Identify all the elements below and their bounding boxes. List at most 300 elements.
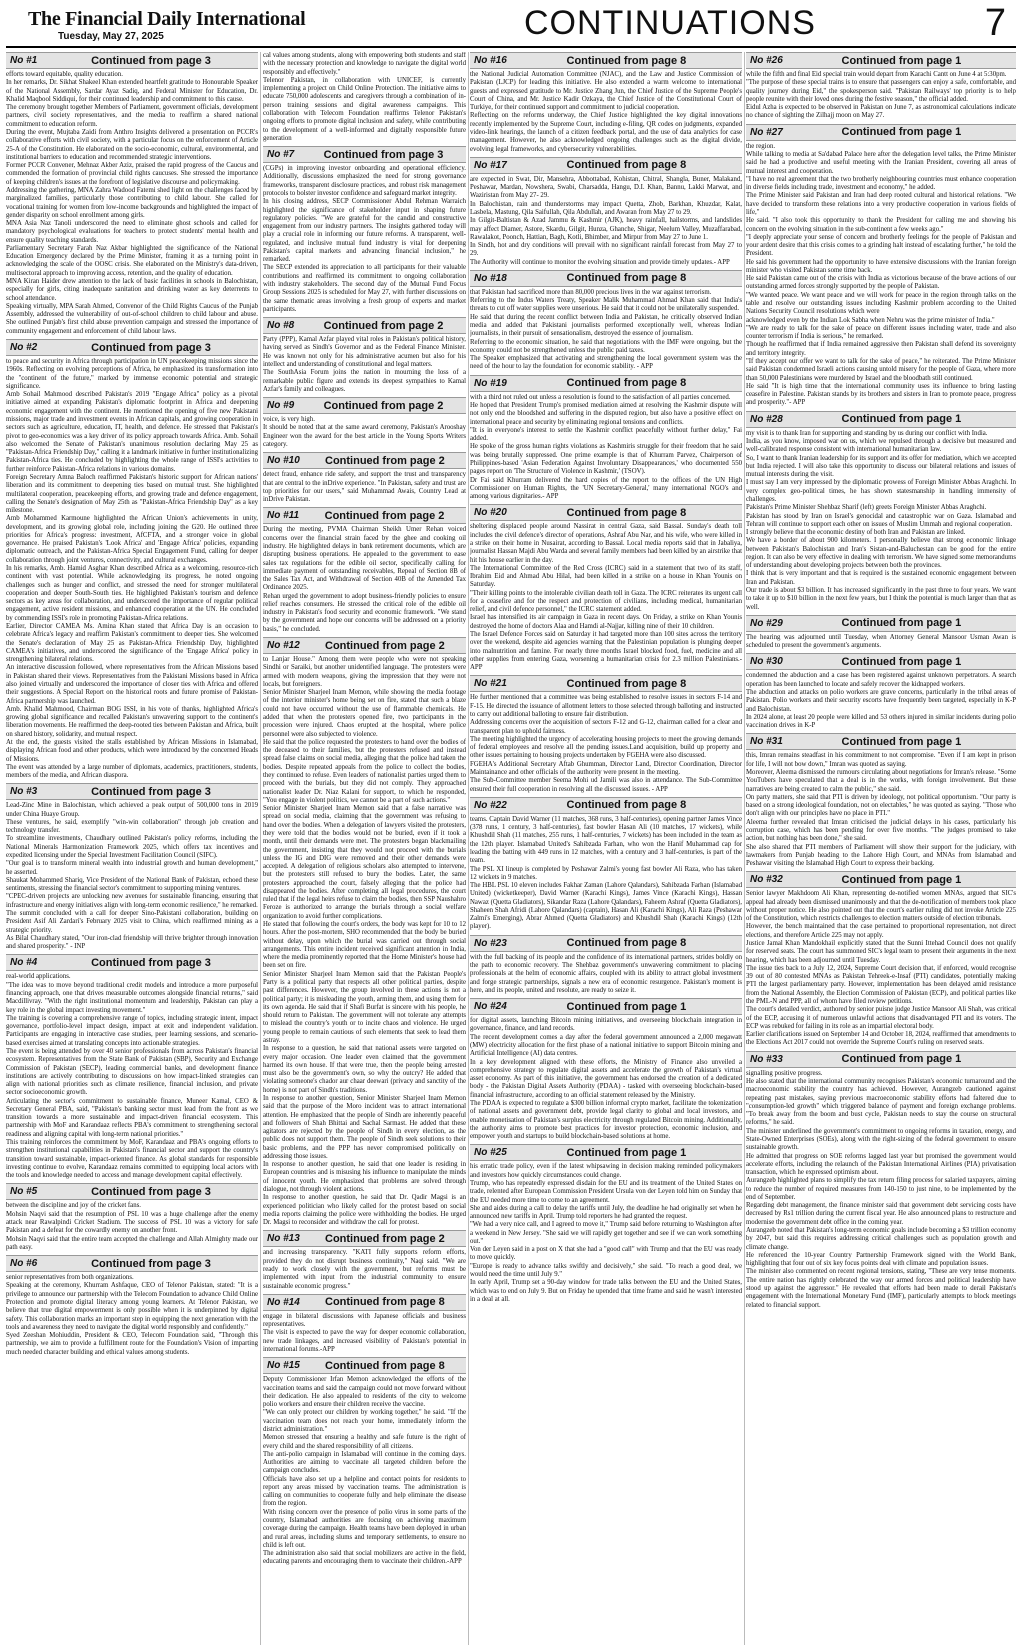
story-number: No #29 xyxy=(750,617,783,629)
paragraph: senior representatives from both organizations. xyxy=(6,1274,134,1282)
paragraph: Referring to the Indus Waters Treaty, Speaker Malik Muhammad Ahmad Khan said that India's threats to cut off water supplies were unserious. He said that it could not be unilaterally suspended. xyxy=(470,297,742,313)
story-text xyxy=(470,289,742,372)
paragraph: I think that is very important and that is required is the sustained economic engagement between Iran and Pakistan. xyxy=(746,570,1016,586)
paragraph: He said Pakistan came out of the crisis with India as victorious because of the brave actions of our outstanding armed forces strongly supported by the people of Pakistan. xyxy=(746,275,1016,291)
story-header xyxy=(746,733,1016,750)
paragraph: These ventures, he said, exemplify "win-win collaboration" through job creation and technology transfer. xyxy=(6,818,258,835)
paragraph: Pakistan's Prime Minister Shehbaz Sharif (left) greets Foreign Minister Abbas Araghchi. xyxy=(746,504,987,512)
continued-label: Continued from page 2 xyxy=(325,454,445,467)
paragraph: his erratic trade policy, even if the latest whipsawing in decision making reminded policymakers and investors how quickly circumstances could change. xyxy=(470,1163,742,1179)
story xyxy=(746,411,1016,612)
story xyxy=(470,504,742,672)
paragraph: With rising concern over the presence of polio virus in some parts of the country, Islamabad authorities are focusing on achieving maximum coverage during the campaign. Health teams have been deployed in urban and rural areas, including slums and temporary settlements, to ensure no child is left out. xyxy=(263,1508,466,1549)
paragraph: "The purpose of these special trains is to ensure that passengers can enjoy a safe, comfortable, and quality journey during Eid," the spokesperson said. "Pakistan Railways' top priority is to help people reunite with their loved ones during the festive season," the official added. xyxy=(746,79,1016,103)
story-number: No #33 xyxy=(750,1053,783,1065)
story-text xyxy=(746,634,1016,651)
story-header xyxy=(470,157,742,174)
story-text xyxy=(746,430,1016,612)
story xyxy=(470,52,742,154)
story-header xyxy=(470,675,742,692)
continued-label: Continued from page 8 xyxy=(566,159,687,172)
story-header xyxy=(6,1255,258,1272)
story-header xyxy=(263,317,466,334)
story-header xyxy=(746,52,1016,69)
paragraph: He also stated that the international community recognises Pakistan's economic turnaround and the macroeconomic stability the country has achieved. However, Aurangzeb cautioned against repeating past mistakes, saying previous macroeconomic stability efforts had faltered due to "consumption-led growth" which triggered balance of payment and foreign exchange problems. "To break away from the boom and bust cycle, Pakistan needs to stay the course on structural reforms," he said. xyxy=(746,1077,1016,1127)
story-number: No #2 xyxy=(10,342,38,353)
story-text xyxy=(6,802,258,951)
story-header xyxy=(746,411,1016,428)
paragraph: Rehan urged the government to adopt business-friendly policies to ensure relief reaches consumers. He stressed the critical role of the edible oil industry in Pakistan's food security and economic framework. "We stand by the government and hope our concerns will be addressed on a priority basis," he concluded. xyxy=(263,592,466,633)
story-header xyxy=(470,1144,742,1161)
paragraph: Telenor Pakistan, in collaboration with UNICEF, is currently implementing a project on Child Online Protection. The initiative aims to educate 750,000 adolescents and caregivers through a combination of in-person training sessions and digital awareness campaigns. This collaboration with Telecom Foundation reaffirms Telenor Pakistan's ongoing efforts to promote digital inclusion and safety, while contributing to the development of a well-informed and digitally responsible future generation xyxy=(263,76,466,142)
story xyxy=(6,52,258,336)
story-text xyxy=(263,1313,466,1354)
story xyxy=(263,1294,466,1354)
paragraph: He further mentioned that a committee was being established to resolve issues in sectors F-14 and F-15. He directed the issuance of allotment letters to those selected through balloting and instructed to carry out additional balloting to ensure fair distribution. xyxy=(470,694,742,718)
story xyxy=(6,339,258,780)
paragraph: Israel has intensified its air campaign in Gaza in recent days. On Friday, a strike on Khan Younis destroyed the home of doctors Alaa and Hamdi al-Najjar, killing nine of their 10 children. xyxy=(470,614,742,630)
paragraph: "CPEC-driven projects are unlocking new avenues for sustainable financing, ensuring that infrastructure and energy initiatives align with long-term economic resilience," he remarked. xyxy=(6,893,258,909)
paragraph: and increasing transparency. "KATI fully supports reform efforts, provided they do not disrupt business continuity," Naqi said. "We are ready to work closely with the government, but reforms must be implemented with input from the industrial community to ensure sustainable economic progress." xyxy=(263,1249,466,1290)
paragraph: cal values among students, along with empowering both students and staff with the necessary protection and knowledge to navigate the digital world responsibly and effectively." xyxy=(263,52,466,76)
paragraph: The visit is expected to pave the way for deeper economic collaboration, new trade linkages, and increased visibility of Pakistan's potential in international forums.-APP xyxy=(263,1329,466,1353)
story xyxy=(263,397,466,449)
paragraph: However, the bench maintained that the case pertained to proportional representation, not direct elections, and therefore Article 225 may not apply. xyxy=(746,923,1016,939)
paragraph: real-world applications. xyxy=(6,973,71,981)
story xyxy=(470,1144,742,1304)
column-1 xyxy=(6,52,258,1645)
story-text xyxy=(263,526,466,634)
paragraph: The SECP extended its appreciation to all participants for their valuable contributions and reaffirmed its commitment to ongoing collaboration with industry stakeholders. The second day of the Mutual Fund Focus Group Sessions 2025 is scheduled for May 27, with further discussions on the same thematic areas involving a fresh group of experts and market participants. xyxy=(263,264,466,313)
paragraph: "Their killing points to the intolerable civilian death toll in Gaza. The ICRC reiterates its urgent call for a ceasefire and for the respect and protection of civilians, including medical, humanitarian relief, and civil defence personnel," the ICRC statement added. xyxy=(470,589,742,614)
story-header xyxy=(470,270,742,287)
story-header xyxy=(6,1183,258,1200)
story-header xyxy=(263,452,466,469)
paragraph: The issue ties back to a July 12, 2024, Supreme Court decision that, if enforced, would recognise 39 out of 80 contested MNAs as Pakistan Tehreek-e-Insaf (PTI) candidates, potentially making PTI the largest parliamentary party. However, implementation has been delayed amid resistance from the National Assembly, the Election Commission of Pakistan (ECP), and political parties like the PML-N and PPP, all of whom have filed review petitions. xyxy=(746,964,1016,1005)
continued-label: Continued from page 2 xyxy=(325,639,445,652)
paragraph: "We can only protect our children by working together," he said. "If the vaccination team does not reach your home, immediately inform the district administration." xyxy=(263,1409,466,1433)
paragraph: The hearing was adjourned until Tuesday, when Attorney General Mansoor Usman Awan is scheduled to present the government's arguments. xyxy=(746,633,1016,650)
paragraph: He spoke of the gross human rights violations as Kashmiris struggle for their freedom that he said was being brutally suppressed. One prime example is that of Khurram Parvez, Chairperson of Philippines-based 'Asian Federation Against Involuntary Disappearances,' who documented 550 pages report on 'The Structure of Violence in Kashmir,' (TSOV). xyxy=(470,443,742,476)
paragraph: to peace and security in Africa through participation in UN peacekeeping missions since the 1960s. Reflecting on evolving perceptions of Africa, he emphasized its transformation into the "continent of the future," marked by immense economic potential and strategic significance. xyxy=(6,358,258,390)
paragraph: Referring to the economic situation, he said that negotiations with the IMF were ongoing, but the economy could not be strengthened unless the public paid taxes. xyxy=(470,338,742,354)
story-header xyxy=(746,615,1016,632)
paragraph: The event is being attended by over 40 senior professionals from across Pakistan's financial ecosystem. Representatives from the State Bank of Pakistan (SBP), Security and Exchange Commission of Pakistan (SECP), leading commercial banks, and development finance institutions are actively contributing to discussions on how impact-linked strategies can align with national priorities such as climate resilience, financial inclusion, and private sector socioeconomic growth. xyxy=(6,1047,258,1097)
story xyxy=(6,1183,258,1252)
story-header xyxy=(470,504,742,521)
paragraph: for digital assets, launching Bitcoin mining initiatives, and overseeing blockchain integration in governance, finance, and land records. xyxy=(470,1017,742,1033)
story-number: No #12 xyxy=(267,640,300,652)
paragraph: To streamline investments, Chaudhary outlined Pakistan's policy reforms, including the National Minerals Harmonization Framework 2025, which offers tax incentives and expedited licensing under the Special Investment Facilitation Council (SIFC). xyxy=(6,835,258,860)
paragraph: "The idea was to move beyond traditional credit models and introduce a more purposeful financing approach, one that drives measurable outcomes alongside financial returns," said Macdillivray. "With the right institutional momentum and leadership, Pakistan can play a key role in the global impact investing movement." xyxy=(6,981,258,1014)
story-number: No #26 xyxy=(750,55,783,66)
paragraph: The administration also said that social mobilizers are active in the field, educating parents and encouraging them to vaccinate their children.-APP xyxy=(263,1550,466,1566)
story-number: No #22 xyxy=(474,799,507,811)
paragraph: He said that during the recent conflict between India and Pakistan, he critically observed Indian media and added that Pakistani journalists performed exceptionally well, whereas Indian journalists, in their pursuit of sensationalism, destroyed the essence of journalism. xyxy=(470,313,742,338)
paragraph: In his closing address, SECP Commissioner Abdul Rehman Warraich highlighted the significance of stakeholder input in shaping future regulatory policies. "We are grateful for the candid and constructive engagement from our industry partners. The insights gathered today will play a crucial role in informing our future reforms. A transparent, well-regulated, and inclusive mutual fund industry is vital for deepening Pakistan's capital markets and advancing financial inclusion," he remarked. xyxy=(263,198,466,264)
paragraph: He said his government had the opportunity to have extensive discussions with the Iranian foreign minister who visited Pakistan some time back. xyxy=(746,258,1016,274)
paragraph: He said that the police requested the protesters to hand over the bodies of the deceased to their families, but the protesters refused and instead spread false claims on social media, alleging that the police had taken the bodies. Despite repeated appeals from the police to collect the bodies, they continued to refuse. Even leaders of nationalist parties urged them to proceed with the burials, but they did not comply. They approached nationalist leader Dr. Niaz Kalani for support, to which he responded, "You engage in violent politics, we cannot be a part of such actions." xyxy=(263,738,466,804)
story-text xyxy=(470,954,742,995)
paragraph: Our trade is about $3 billion. It has increased significantly in the past three to four years. We want to take it up to $10 billion in the next few years, but I think the potential is much larger than that as well. xyxy=(746,587,1016,611)
story-text xyxy=(263,52,466,143)
story-header xyxy=(263,1357,466,1374)
story-text xyxy=(470,1017,742,1141)
story-number: No #30 xyxy=(750,656,783,668)
story-text xyxy=(263,471,466,504)
story-number: No #20 xyxy=(474,507,507,519)
paragraph: Lead-Zinc Mine in Balochistan, which achieved a peak output of 500,000 tons in 2019 under China Huaye Group. xyxy=(6,802,258,818)
continued-label: Continued from page 8 xyxy=(566,937,687,950)
paragraph: Earlier, Director CAMEA Ms. Amina Khan stated that Africa Day is an occasion to celebrate Africa's legacy and reaffirm Pakistan's commitment to deeper ties. She welcomed the Senate's declaration of May 25 as Pakistan-Africa Friendship Day, highlighted CAMEA's initiatives, and underscored the significance of the 'Engage Africa' policy in strengthening bilateral relations. xyxy=(6,623,258,664)
story-number: No #24 xyxy=(474,1001,507,1013)
paragraph: Dr Fai said Khurram delivered the hard copies of the report to the offices of the UN High Commissioner on Human Rights, the 'UN Secretary-General,' many international NGO's and among various dignitaries.- APP xyxy=(470,476,742,501)
story xyxy=(263,637,466,1227)
story-header xyxy=(6,52,258,69)
column-divider xyxy=(260,52,261,1645)
paragraph: The Sub-Committee member Seema Mohi ud Jamili was also in attendance. The Sub-Committee ensured their full cooperation in resolving all the discussed issues. - APP xyxy=(470,777,742,793)
story-number: No #3 xyxy=(10,786,38,798)
continued-label: Continued from page 3 xyxy=(91,341,211,354)
paragraph: Senior lawyer Makhdoom Ali Khan, representing de-notified women MNAs, argued that SIC's appeal had already been dismissed unanimously and that the de-notification of members took place without proper notice. He also pointed out that the court's earlier ruling did not invoke Article 225 of the Constitution, which restricts challenges to election matters outside of election tribunals. xyxy=(746,890,1016,923)
continued-label: Continued from page 3 xyxy=(91,1185,211,1198)
paragraph: The Israel Defence Forces said on Saturday it had targeted more than 100 sites across the territory over the weekend, despite aid agencies warning that the Palestinian population is plunging deeper into malnutrition and famine. For nearly three months Israel blocked food, fuel, medicine and all other supplies from entering Gaza, worsening a humanitarian crisis for 2.3 million Palestinians.- APP xyxy=(470,631,742,672)
paragraph: The Speaker emphasized that activating and strengthening the local government system was the need of the hour to lay the foundation for economic stability. - APP xyxy=(470,355,742,371)
story-text xyxy=(746,752,1016,868)
paragraph: Mohsin Naqvi said that the resumption of PSL 10 was a huge challenge after the enemy attack near Rawalpindi Cricket Stadium. The success of PSL 10 was a victory for safe Pakistan and a defeat for the cowardly enemy on another front. xyxy=(6,1210,258,1235)
paper-date: Tuesday, May 27, 2025 xyxy=(58,31,164,42)
story-text xyxy=(263,656,466,1227)
paragraph: MNA Asia Naz Tanoli underscored the need to eliminate ghost schools and called for mandatory psychological evaluations for teachers to protect students' mental health and ensure quality teaching standards. xyxy=(6,220,258,244)
paragraph: voice, is very high. xyxy=(263,416,315,424)
paragraph: The meeting highlighted the urgency of accelerating housing projects to meet the growing demands of federal employees and resolve all the pending issues.Land acquisition, build up property and other issues pertaining to housing projects undertaken by FGEHA were also discussed. xyxy=(470,735,742,760)
paragraph: that Pakistan had sacrificed more than 80,000 precious lives in the war against terrorism. xyxy=(470,288,712,296)
story-text xyxy=(470,176,742,267)
story xyxy=(746,653,1016,730)
paragraph: We have a border of about 900 kilometers. I personally believe that strong economic linkage between Pakistan's Balochistan and Iran's Sistan-and-Baluchestan can be good for the entire region. It can also be very effective in dealing with terrorism. We have signed some memorandums of understanding about developing projects between both the provinces. xyxy=(746,537,1016,570)
paragraph: I must say I am very impressed by the diplomatic prowess of Foreign Minister Abbas Araghchi. In very complex geo-political times, he has shown statesmanship in handling immensity of challenges. xyxy=(746,479,1016,503)
continued-label: Continued from page 3 xyxy=(91,1257,211,1270)
paragraph: In Sindh, hot and dry conditions will prevail with no significant rainfall forecast from May 27 to 29. xyxy=(470,242,742,258)
continued-label: Continued from page 8 xyxy=(566,506,687,519)
story-header xyxy=(470,375,742,392)
paragraph: while the fifth and final Eid special train would depart from Karachi Cantt on June 4 at 5:30pm. xyxy=(746,71,1007,78)
section-title: CONTINUATIONS xyxy=(524,4,816,42)
story xyxy=(6,1255,258,1357)
story-text xyxy=(263,1376,466,1566)
story-header xyxy=(746,871,1016,888)
story-text xyxy=(263,165,466,314)
paragraph: Though he reaffirmed that if India remained aggressive then Pakistan shall defend its sovereignty and territory integrity. xyxy=(746,341,1016,357)
story-number: No #5 xyxy=(10,1186,38,1198)
story-text xyxy=(470,694,742,793)
paragraph: Eidul Azha is expected to be observed in Pakistan on June 7, as astronomical calculations indicate no chance of sighting the Zilhajj moon on May 27. xyxy=(746,104,1016,120)
paragraph: Trump, who has repeatedly expressed disdain for the EU and its treatment of the United States on trade, relented after European Commission President Ursula von der Leyen told him on Sunday that the EU needed more time to come to an agreement. xyxy=(470,1179,742,1204)
story-text xyxy=(746,890,1016,1047)
story-text xyxy=(746,1070,1016,1310)
story-header xyxy=(263,1230,466,1247)
paragraph: FGEHA's Additional Secretary Aftab Ghumman, Director Land, Director Coordination, Director Maintainance and other officials of the authority were present in the meeting. xyxy=(470,760,742,776)
story-header xyxy=(263,507,466,524)
story-header xyxy=(6,783,258,800)
paragraph: India, as you know, imposed war on us, which we repulsed through a decisive but measured and well-calibrated response consistent with international humanitarian law. xyxy=(746,437,1016,454)
paragraph: Pakistan has stood by Iran on Israel's genocidal and catastrophic war on Gaza. Islamabad and Tehran will continue to support each other on issues of Muslim Ummah and regional cooperation. xyxy=(746,512,1016,528)
story xyxy=(263,146,466,314)
story xyxy=(263,1230,466,1290)
paragraph: At the end, the guests visited the stalls established by African Missions in Islamabad, displaying African food and other products, which were introduced by the concerned Heads of Missions. xyxy=(6,738,258,763)
paragraph: Parliamentary Secretary Farah Naz Akbar highlighted the significance of the National Education Emergency declared by the Prime Minister, framing it as a turning point in acknowledging the scale of the OOSC crisis. She elaborated on the Ministry's data-driven, multisectoral approach to improving access, retention, and the quality of education. xyxy=(6,244,258,277)
story-header xyxy=(6,954,258,971)
paragraph: Party (PPP), Kamal Azfar played vital roles in Pakistan's political history, having served as Sindh's Governor and as the Federal Finance Minister. He was known not only for his administrative acumen but also for his intellect and understanding of constitutional and legal matters. xyxy=(263,336,466,368)
story-number: No #21 xyxy=(474,678,507,690)
continued-label: Continued from page 8 xyxy=(325,1296,445,1309)
column-divider xyxy=(744,52,745,1645)
masthead-rule xyxy=(6,46,1016,48)
continued-label: Continued from page 8 xyxy=(325,1359,445,1372)
continued-label: Continued from page 8 xyxy=(566,677,687,690)
paragraph: Senior Minister Sharjeel Inam Memon said that a false narrative was spread on social media, claiming that the government was refusing to hand over the bodies. When a delegation of lawyers visited the protesters, they were told that the bodies would not be buried, even if it took a month, until their demands were met. The protesters began blackmailing the government, insisting that they would not proceed with the burials unless the IG and DIG were removed and their other demands were accepted. A delegation of religious scholars also attempted to intervene, but the protesters still refused to bury the bodies. Later, the same protesters approached the court, falsely alleging that the police had disappeared the bodies. After completing all legal procedures, the court ruled that if the legal heirs refuse to claim the bodies, then SSP Naushahro Feroze is authorized to arrange the burials through a social welfare organization to avoid further complications. xyxy=(263,805,466,920)
continued-label: Continued from page 1 xyxy=(841,1053,962,1066)
column-4 xyxy=(746,52,1016,1645)
continued-label: Continued from page 3 xyxy=(91,54,211,67)
paragraph: Speaking at the ceremony, Khurram Ashfaque, CEO of Telenor Pakistan, stated: "It is a privilege to announce our partnership with the Telecom Foundation to advance Child Online Protection and promote digital literacy among young learners. At Telenor Pakistan, we believe that true digital empowerment is only possible when it is underpinned by digital safety. This collaboration marks an important step in equipping the next generation with the tools and awareness they need to navigate the digital world responsibly and confidently." xyxy=(6,1282,258,1331)
paragraph: Foreign Secretary Amna Baloch reaffirmed Pakistan's historic support for African nations' liberation and its commitment to deepening ties based on mutual trust. She highlighted multilateral cooperation, peacekeeping efforts, and growing trade and defence engagement, calling the Senate's designation of May 25th as "Pakistan-Africa Friendship Day" as a key milestone. xyxy=(6,473,258,515)
story-number: No #17 xyxy=(474,159,507,171)
paragraph: Aurangzeb noted that Pakistan's long-term economic goals include becoming a $3 trillion economy by 2047, but said this requires addressing critical challenges such as population growth and climate change. xyxy=(746,1227,1016,1251)
story-number: No #9 xyxy=(267,400,295,412)
paragraph: "Europe is ready to advance talks swiftly and decisively," she said. "To reach a good deal, we would need the time until July 9." xyxy=(470,1262,742,1279)
paragraph: It should be noted that at the same award ceremony, Pakistan's Arooshay Engineer won the award for the best article in the Young Sports Writers category. xyxy=(263,424,466,448)
story-number: No #7 xyxy=(267,149,295,161)
continued-label: Continued from page 1 xyxy=(566,1146,687,1159)
paragraph: Memon stressed that ensuring a healthy and safe future is the right of every child and the shared responsibility of all citizens. xyxy=(263,1434,466,1450)
paragraph: She also shared that PTI members of Parliament will show their support for the judiciary, with lawmakers from Punjab heading to the Lahore High Court, and MNAs from Islamabad and Peshawar visiting the Islamabad High Court to express their backing. xyxy=(746,843,1016,868)
story-number: No #8 xyxy=(267,320,295,332)
paragraph: Amb. Khalid Mahmood, Chairman BOG ISSI, in his vote of thanks, highlighted Africa's growing global significance and recalled Pakistan's unwavering support to the continent's liberation movements. He reaffirmed the deep-rooted ties between Pakistan and Africa, built on shared history, solidarity, and mutual respect. xyxy=(6,705,258,738)
paragraph: An interactive discussion followed, where representatives from the African Missions based in Pakistan shared their views. Representatives from the Pakistani Missions based in Africa also joined virtually and underscored the importance of closer ties with Africa and offered their suggestions. A Special Report on the historical roots and future promise of Pakistan-Africa partnership was launched. xyxy=(6,664,258,705)
paragraph: Von der Leyen said in a post on X that she had a "good call" with Trump and that the EU was ready to move quickly. xyxy=(470,1246,742,1262)
story-text xyxy=(746,71,1016,121)
story-text xyxy=(6,1202,258,1252)
story xyxy=(6,954,258,1180)
paragraph: During the event, Mujtaba Zaidi from Anthro Insights delivered a presentation on PCCR's collaborative efforts with civil society, with a particular focus on the enforcement of Article 25-A of the Constitution. He elaborated on the socio-economic, cultural, environmental, and institutional barriers to education and recommended strategic interventions. xyxy=(6,128,258,161)
story-header xyxy=(6,339,258,356)
paragraph: Mohsin Naqvi said that the entire team accepted the challenge and Allah Almighty made our path easy. xyxy=(6,1235,258,1251)
paragraph: I strongly believe that the economic destiny of both Iran and Pakistan are linked. xyxy=(746,529,966,537)
story-header xyxy=(263,397,466,414)
paragraph: Addressing the gathering, MNA Zahra Wadood Fatemi shed light on the challenges faced by marginalized families, particularly those contributing to child labour. She called for vocational training for women from low-income backgrounds and highlighted the impact of gender disparity on school enrollment among girls. xyxy=(6,186,258,219)
story-text xyxy=(470,71,742,154)
paragraph: Earlier clarifications issued on September 14 and October 18, 2024, reaffirmed that amendments to the Elections Act 2017 could not override the Supreme Court's ruling on reserved seats. xyxy=(746,1031,1016,1047)
story-text xyxy=(263,416,466,449)
paragraph: In response to another question, Senior Minister Sharjeel Inam Memon said that the purpose of the Moro incident was to attract international attention. He emphasized that the people of Sindh are inherently peaceful and followers of Shah Bhittai and Sachal Sarmast. He added that these agitators are rejected by the people of Sindh in every election, as the public does not support them. The people of Sindh seek solutions to their basic problems, and the PPP has never compromised politically on addressing those issues. xyxy=(263,1094,466,1160)
story-number: No #23 xyxy=(474,937,507,949)
paragraph: Amb Sohail Mahmood described Pakistan's 2019 "Engage Africa" policy as a pivotal initiative aimed at expanding Pakistan's diplomatic footprint in Africa and deepening economic engagement with the continent. He mentioned the opening of five new Pakistani missions, major trade and investment events in African capitals, and growing cooperation in sectors such as agriculture, education, IT, health, and defence. He stressed that Pakistan's pivot to geo-economics was a key driver of its policy approach towards Africa. Amb. Sohail also welcomed the Senate of Pakistan's unanimous resolution declaring May 25 as "Pakistan-Africa Friendship Day," calling it a landmark initiative in further institutionalizing Pakistan-Africa ties. He concluded by highlighting the whole range of ISSI's activities to further reinforce Pakistan-Africa relations in various domains. xyxy=(6,391,258,473)
story xyxy=(746,1051,1016,1310)
continued-label: Continued from page 8 xyxy=(566,54,687,67)
paragraph: the National Judicial Automation Committee (NJAC), and the Law and Justice Commission of Pakistan (LJCP) for leading this initiative. He also extended a warm welcome to international guests and expressed gratitude to Mr. Justice Zhang Jun, the Chief Justice of the Supreme People's Court of China, and Mr. Justice Kadir Ozkaya, the Chief Justice of the Constitutional Court of Turkiye, for their continued support and commitment to judicial cooperation. xyxy=(470,71,742,112)
paragraph: Former PCCR Convener, Mehnaz Akber Aziz, praised the rapid progress of the Caucus and commended the formation of provincial child rights caucuses. She stressed the importance of keeping children's issues at the forefront of legislative discourse and policymaking. xyxy=(6,162,258,186)
story xyxy=(470,998,742,1141)
paragraph: In response to a question, he said that national assets were targeted on every major occasion. One leader even claimed that the government harmed its own house. If that were true, then the people being arrested must also be the government's own, so why the outcry? He added that violating someone's chador aur chaar deewari (privacy and sanctity of the home) is not part of Sindh's traditions. xyxy=(263,1045,466,1094)
story-text xyxy=(470,523,742,672)
story-header xyxy=(470,998,742,1015)
story xyxy=(6,783,258,951)
story-number: No #32 xyxy=(750,874,783,886)
paragraph: In her remarks, Dr. Sikhat Shakeel Khan extended heartfelt gratitude to Honourable Speaker of the National Assembly, Sardar Ayaz Sadiq, and Federal Minister for Education, Dr. Khalid Maqbool Siddiqui, for their continued leadership and commitment to this cause. xyxy=(6,79,258,103)
paragraph: Moreover, Aleema dismissed the rumours circulating about negotiations for Imran's release. "Some YouTubers have speculated that a deal is in the works, with foreign involvement. But these narratives are being created to calm the public," she said. xyxy=(746,768,1016,793)
paragraph: This training reinforces the commitment by MoF, Karandaaz and PBA's ongoing efforts to strengthen institutional capabilities in Pakistan's financial sector and support the country's transition toward sustainable, impact-oriented finance. As global standards for responsible investing continue to evolve, Karandaaz remains committed to equipping local actors with the tools and knowledge needed to access and manage development capital effectively. xyxy=(6,1139,258,1180)
story xyxy=(746,124,1016,408)
paper-name: The Financial Daily International xyxy=(28,8,306,30)
paragraph: "Our goal is to transform mineral wealth into industrial growth and human development," he asserted. xyxy=(6,860,258,876)
paragraph: the region. xyxy=(746,142,776,150)
continued-label: Continued from page 1 xyxy=(841,617,962,630)
continued-label: Continued from page 2 xyxy=(323,319,444,332)
paragraph: On party matters, she said that PTI is driven by ideology, not political opportunism. "Our party is based on a strong ideological foundation, not on electables," he was quoted as saying. "Those who don't align with our principles have no place in PTI." xyxy=(746,793,1016,818)
story-number: No #16 xyxy=(474,55,507,66)
paragraph: The training is covering a comprehensive range of topics, including strategic intent, impact governance, portfolio-level impact design, impact at exit and independent validation. Participants are engaging in interactive case studies, peer learning sessions, and scenario-based exercises aimed at translating concepts into actionable strategies. xyxy=(6,1014,258,1047)
paragraph: Amb Mohammed Karmoune highlighted the African Union's achievements in unity, development, and its growing global role, including joining the G20. He outlined three priorities for Africa's progress: investment, AfCFTA, and a stronger voice in global governance. He praised Pakistan's 'Look Africa' and 'Engage Africa' policies, expanding diplomatic outreach, and the Pakistan-Africa Special Engagement Fund, calling for deeper collaboration through joint ventures, connectivity, and cultural exchanges. xyxy=(6,515,258,564)
page-number: 7 xyxy=(984,2,1006,44)
continued-label: Continued from page 1 xyxy=(841,413,962,426)
paragraph: He referenced the 10-year Country Partnership Framework signed with the World Bank, highlighting that four out of six key focus points deal with climate and population issues. xyxy=(746,1251,1016,1268)
story-header xyxy=(263,146,466,163)
story xyxy=(470,270,742,372)
paragraph: The summit concluded with a call for deeper Sino-Pakistani collaboration, building on President Asif Ali Zardari's February 2025 visit to China, which reaffirmed mining as a strategic priority. xyxy=(6,910,258,934)
story-header xyxy=(746,653,1016,670)
story-number: No #19 xyxy=(474,377,507,389)
continued-label: Continued from page 2 xyxy=(324,509,445,522)
story-header xyxy=(470,935,742,952)
story-header xyxy=(263,637,466,654)
continued-label: Continued from page 8 xyxy=(566,799,687,812)
paragraph: He said "It is high time that the international community uses its influence to bring lasting ceasefire in Palestine. Pakistan stands by its brothers and sisters in Iran to promote peace, progress and prosperity."- APP xyxy=(746,382,1016,407)
story xyxy=(263,507,466,634)
continued-label: Continued from page 1 xyxy=(841,735,962,748)
paragraph: The SouthAsia Forum joins the nation in mourning the loss of a remarkable public figure and extends its deepest sympathies to Kamal Azfar's family and colleagues. xyxy=(263,369,466,393)
story-header xyxy=(470,797,742,814)
paragraph: In Balochistan, rain and thunderstorms may impact Quetta, Zhob, Barkhan, Khuzdar, Kalat, Lasbela, Mastung, Qila Saifullah, Qila Abdullah, and Awaran from May 27 to 29. xyxy=(470,200,742,216)
paragraph: detect fraud, enhance ride safety, and support the trust and transparency that are central to the inDrive experience. "In Pakistan, safety and trust are top priorities for our users," said Muhammad Awais, Country Lead at inDrive Pakistan. xyxy=(263,471,466,504)
paragraph: "We are ready to talk for the sake of peace on different issues including water, trade and also counter terrorism if India is serious," he remarked. xyxy=(746,324,1016,341)
paragraph: The PSL XI lineup is completed by Peshawar Zalmi's young fast bowler Ali Raza, who has taken 12 wickets in 9 matches. xyxy=(470,865,742,881)
paragraph: signalling positive progress. xyxy=(746,1069,823,1077)
paragraph: He admitted that progress on SOE reforms lagged last year but promised the government would accelerate efforts, including the relaunch of the Pakistan International Airlines (PIA) privatisation transaction, which he expressed optimism about. xyxy=(746,1152,1016,1177)
story xyxy=(263,1357,466,1566)
continued-label: Continued from page 2 xyxy=(325,1232,445,1245)
paragraph: The event was attended by a large number of diplomats, academics, practitioners, students, members of the media, and African diaspora. xyxy=(6,763,258,780)
story-text xyxy=(263,336,466,394)
continued-label: Continued from page 1 xyxy=(841,126,962,139)
paragraph: Regarding debt management, the finance minister said that government debt servicing costs have decreased by Rs1 trillion during the current fiscal year. He also announced plans to restructure and modernise the government debt office in the coming year. xyxy=(746,1202,1016,1226)
paragraph: Senior Minister Sharjeel Inam Memon said that the Pakistan People's Party is a political party that respects all other political parties, despite past differences. However, the group involved in these actions is not a political party; it is misleading the youth, arming them, and using them for its own agenda. He said that if Shafi Burfat is sincere with his people, he should return to Pakistan. The government will not tolerate any attempts to mislead the country's youth or to incite chaos and violence. He urged young people to remain cautious of such elements that seek to lead them astray. xyxy=(263,970,466,1044)
story-number: No #28 xyxy=(750,413,783,425)
continued-label: Continued from page 1 xyxy=(841,54,962,67)
paragraph: In response to another question, he said that Dr. Qadir Magsi is an experienced politician who likely called for the protest based on social media reports claiming the police were withholding the bodies. He urged Dr. Magsi to reconsider and withdraw the call for protest. xyxy=(263,1194,466,1227)
paragraph: The HBL PSL 10 eleven includes Fakhar Zaman (Lahore Qalandars), Sahibzada Farhan (Islamabad United) (wicketkeeper), David Warner (Karachi Kings), James Vince (Karachi Kings), Hassan Nawaz (Quetta Gladiators), Sikandar Raza (Lahore Qalandars), Faheem Ashraf (Quetta Gladiators), Shaheen Shah Afridi (Lahore Qalandars) (captain), Hasan Ali (Karachi Kings), Ali Raza (Peshawar Zalmi's Emerging), Abrar Ahmed (Quetta Gladiators) and Khushdil Shah (Karachi Kings) (12th player). xyxy=(470,882,742,931)
continued-label: Continued from page 8 xyxy=(566,377,687,390)
paragraph: with the full backing of its people and the confidence of its international partners, strides boldly on the path to economic recovery. The Shehbaz government's unwavering commitment to placing professionals at the helm of economic affairs, coupled with its ability to attract global investment and forge strategic partnerships, signals a new era of economic resurgence. Pakistan's moment is here, and its people, united and resolute, are ready to seize it. xyxy=(470,953,742,994)
paragraph: Reflecting on the reforms underway, the Chief Justice highlighted the key digital innovations recently implemented by the Supreme Court, including e-filing, QR codes on judgments, expanded video-link hearings, the launch of a citizen feedback portal, and the use of data analytics for case management. However, he also acknowledged ongoing challenges such as the digital divide, evolving legal frameworks, and cybersecurity vulnerabilities. xyxy=(470,112,742,153)
paragraph: "We wanted peace. We want peace and we will work for peace in the region through talks on the table and resolve our outstanding issues including Kashmir problem according to the United Nations Security Council resolutions which were xyxy=(746,291,1016,316)
paragraph: engage in bilateral discussions with Japanese officials and business representatives. xyxy=(263,1312,466,1329)
paragraph: The Prime Minister said Pakistan and Iran had deep rooted cultural and historical relations. "We have decided to transform these relations into a very productive cooperation in various fields of life," xyxy=(746,192,1016,216)
paragraph: my visit is to thank Iran for supporting and standing by us during our conflict with India. xyxy=(746,429,988,437)
story-number: No #14 xyxy=(267,1296,300,1308)
story xyxy=(746,615,1016,651)
paragraph: Speaking virtually, MPA Sarah Ahmed, Convenor of the Child Rights Caucus of the Punjab Assembly, addressed the vulnerability of out-of-school children to child labour and abuse. She outlined Punjab's first child abuse prevention campaign and stressed the importance of community engagement and enforcement of child labour laws. xyxy=(6,302,258,335)
story-text xyxy=(470,394,742,502)
masthead xyxy=(0,0,1022,44)
paragraph: In response to another question, he said that one leader is residing in European countries and is misusing his influence to manipulate the minds of innocent youth. He emphasized that problems are solved through dialogue, not through violent actions. xyxy=(263,1161,466,1194)
paragraph: sheltering displaced people around Nassirat in central Gaza, said Bassal. Sunday's death toll includes the civil defence's director of operations, Ashraf Abu Nar, and his wife, who were killed in a strike on their home in Nusairat, according to Bassal. Local media reports said that in Jabaliya, journalist Hassan Majdi Abu Warda and several family members had been killed by an airstrike that hit his house earlier in the day. xyxy=(470,523,742,564)
paragraph: "It is in everyone's interest to settle the Kashmir conflict peacefully without further delay," Fai added. xyxy=(470,426,742,443)
continued-label: Continued from page 2 xyxy=(323,399,444,412)
paragraph: In his remarks, Amb. Hamid Asghar Khan described Africa as a welcoming, resource-rich continent with vast potential. While acknowledging its progress, he noted ongoing challenges such as hunger and conflict, and stressed the need for stronger multilateral cooperation and deeper South-South ties. He highlighted Pakistan's tourism and defence sectors as key areas for collaboration, and underscored the importance of regular political engagement, active resident missions, and enhanced cooperation at the UN. He concluded by commending ISSI's role in promoting Pakistan-Africa relations. xyxy=(6,565,258,622)
story-text xyxy=(470,816,742,932)
story-number: No #15 xyxy=(267,1360,300,1372)
paragraph: to Lanjar House." Among them were people who were not speaking Sindhi or Saraiki, but another unidentified language. The protesters were armed with modern weapons, giving the impression that they were not locals, but foreigners. xyxy=(263,656,466,688)
paragraph: MNA Kiran Haider drew attention to the lack of basic facilities in schools in Balochistan, especially for girls, citing inadequate sanitation and drinking water as key deterrents to school attendance. xyxy=(6,278,258,302)
paragraph: In Gilgit-Baltistan & Azad Jammu & Kashmir (AJK), heavy rainfall, hailstorms, and landslides may affect Diamer, Astore, Skardu, Gilgit, Hunza, Ghanche, Shigar, Neelum Valley, Muzaffarabad, Rawalakot, Poonch, Hattian, Bagh, Kotli, Bhimber, and Mirpur from May 27 to June 1. xyxy=(470,217,742,241)
story-text xyxy=(470,1163,742,1304)
paragraph: He hoped that President Trump's promised mediation aimed at resolving the Kashmir dispute will not only end the bloodshed and suffering in the disputed region, but also have a positive effect on international peace and security by eliminating regional tensions and conflicts. xyxy=(470,402,742,426)
paragraph: "I deeply appreciate your sense of concern and brotherly feelings for the people of Pakistan and your ardent desire that this crisis comes to a grinding halt instead of escalating further," he told the President. xyxy=(746,233,1016,258)
story xyxy=(470,375,742,502)
story-number: No #6 xyxy=(10,1258,38,1270)
paragraph: So, I want to thank Iranian leadership for its support and its offer for mediation, which we accepted but India rejected. I will also take this opportunity to discuss our bilateral relations and issues of mutual interests during the visit. xyxy=(746,454,1016,479)
story-number: No #18 xyxy=(474,272,507,284)
story xyxy=(746,871,1016,1047)
story xyxy=(470,797,742,932)
story-number: No #10 xyxy=(267,455,300,467)
paragraph: Articulating the sector's commitment to sustainable finance, Muneer Kamal, CEO & Secretary General PBA, said, "Pakistan's banking sector must lead from the front as we transition towards a more sustainable and impact-driven financial ecosystem. This partnership with MoF and Karandaaz reflects PBA's commitment to strengthening sectoral readiness and aligning capital with long-term national priorities." xyxy=(6,1097,258,1138)
story-text xyxy=(6,973,258,1180)
paragraph: acknowledged even by the Indian Lok Sabha when Nehru was the prime minister of India." xyxy=(746,316,995,324)
paragraph: (CGPs) in improving investor onboarding and operational efficiency. Additionally, discussions emphasized the need for strong governance frameworks, transparent disclosure practices, and robust risk management protocols to bolster investor confidence and safeguard market integrity. xyxy=(263,165,466,197)
paragraph: Deputy Commissioner Irfan Memon acknowledged the efforts of the vaccination teams and said the campaign could not move forward without their dedication. He also appealed to residents of the city to welcome polio workers and ensure their children receive the vaccine. xyxy=(263,1376,466,1409)
paragraph: with a third not ruled out unless a resolution is found to the satisfaction of all parties concerned. xyxy=(470,393,731,401)
paragraph: Shaukat Mohammed Shariq, Vice President of the National Bank of Pakistan, echoed these sentiments, stressing the financial sector's commitment to supporting mining ventures. xyxy=(6,876,258,893)
paragraph: The minister also commented on recent regional tensions, stating, "These are very tense moments. The entire nation has rightly celebrated the way our armed forces and political leadership have stood up against the aggressor." He revealed that efforts had been made to derail Pakistan's engagement with the International Monetary Fund (IMF), particularly attempts to block meetings related to financial support. xyxy=(746,1268,1016,1309)
story xyxy=(263,52,466,143)
paragraph: As Bilal Chaudhary stated, "Our iron-clad friendship will thrive brighter through innovation and shared prosperity." - INP xyxy=(6,934,258,951)
story-number: No #4 xyxy=(10,957,38,969)
paragraph: Justice Jamal Khan Mandokhail explicitly stated that the Sunni Ittehad Council does not qualify for reserved seats. The court has summoned SIC's legal team to present their arguments in the next hearing, which has been adjourned until Tuesday. xyxy=(746,940,1016,964)
story-header xyxy=(470,52,742,69)
story-header xyxy=(263,1294,466,1311)
paragraph: teams. Captain David Warner (11 matches, 368 runs, 3 half-centuries), opening partner James Vince (378 runs, 1 century, 3 half-centuries), fast bowler Hasan Ali (10 matches, 17 wickets), while Khushdil Shah (11 matches, 255 runs, 1 half-centuries, 7 wickets) has been included in the team as the 12th player. Islamabad United's Sahibzada Farhan, who won the Hanif Muhammad cap for leading the batting with 449 runs in 12 matches, with a century and 3 half-centuries, is part of the team. xyxy=(470,815,742,865)
paragraph: He said. "I also took this opportunity to thank the President for calling me and showing his concern on the evolving situation in the sub-continent a few weeks ago." xyxy=(746,217,1016,233)
continued-label: Continued from page 8 xyxy=(566,272,687,285)
story xyxy=(263,452,466,504)
story xyxy=(746,733,1016,868)
story xyxy=(470,935,742,995)
story-text xyxy=(6,71,258,336)
paragraph: Aleema further revealed that Imran criticised the judicial delays in his cases, particularly his corruption case, which has been pending for over five months. "The judges promised to take action, but nothing has been done," she said. xyxy=(746,818,1016,843)
continued-label: Continued from page 1 xyxy=(566,1000,687,1013)
column-3 xyxy=(470,52,742,1645)
continued-label: Continued from page 3 xyxy=(91,956,211,969)
story-text xyxy=(6,358,258,780)
paragraph: this, Imran remains steadfast in his commitment to not compromise. "Even if I am kept in prison for life, I will not bow down," Imran was quoted as saying. xyxy=(746,752,1016,768)
paragraph: The abduction and attacks on polio workers are grave concerns, particularly in the tribal areas of Pakistan. Polio workers and their security escorts have frequently been targeted, especially in K-P and Balochistan. xyxy=(746,689,1016,713)
story-number: No #1 xyxy=(10,55,38,66)
paragraph: "I have no real agreement that the two brotherly neighbouring countries must enhance cooperation in diverse fields including trade, investment and economy," he added. xyxy=(746,175,1016,192)
paragraph: Syed Zeeshan Mohiuddin, President & CEO, Telecom Foundation said, "Through this partnership, we aim to provide a fulfillment route for the Foundation's Vision of imparting much needed character building and ethical values among students. xyxy=(6,1332,258,1356)
continued-label: Continued from page 1 xyxy=(841,655,962,668)
